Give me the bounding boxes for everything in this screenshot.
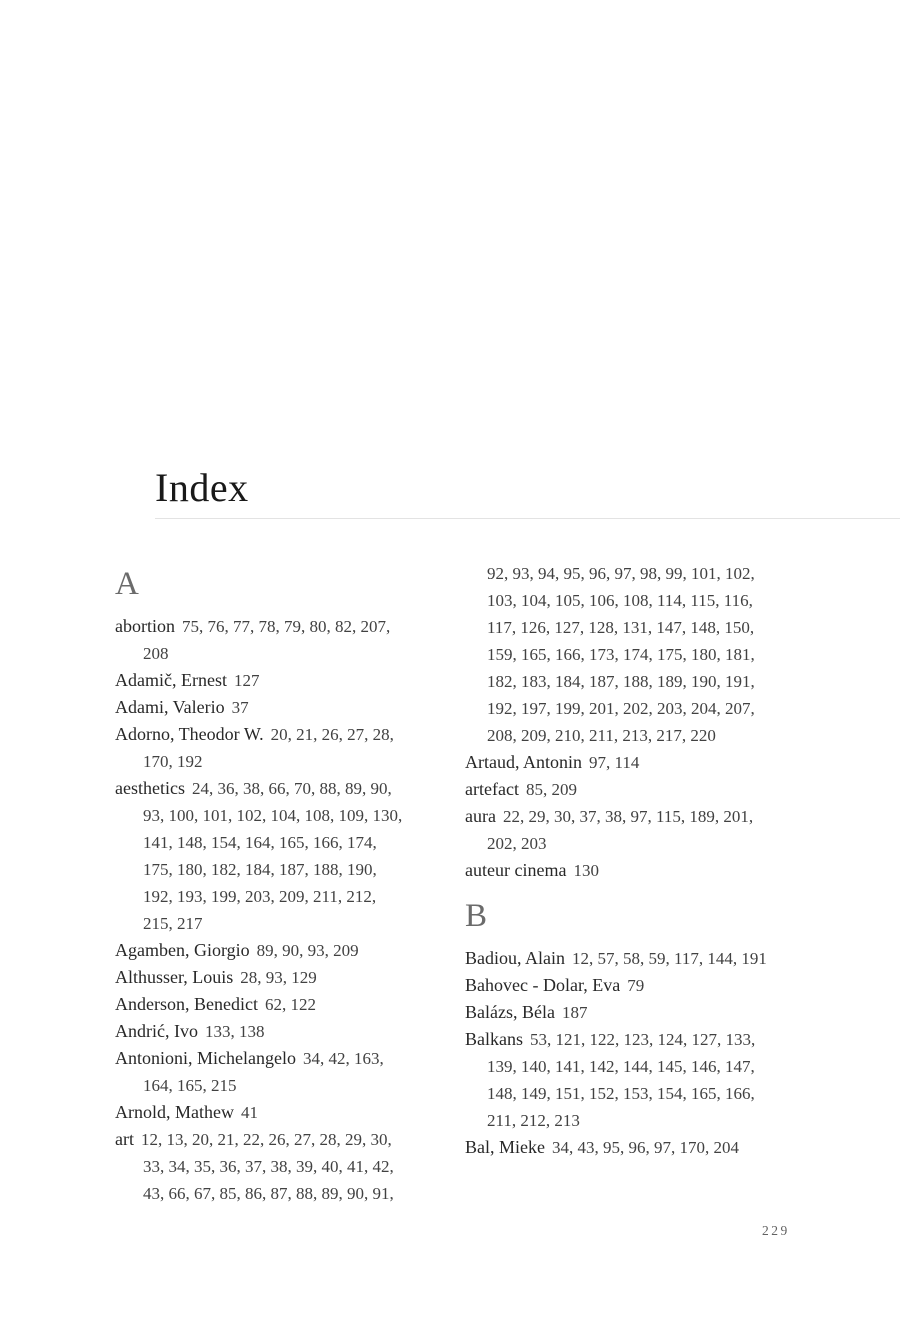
index-column-left <box>115 556 405 1207</box>
entry-term: Arnold, Mathew <box>115 1101 234 1122</box>
entry-term: Balázs, Béla <box>465 1001 555 1022</box>
index-entry <box>465 945 781 972</box>
entry-term: Althusser, Louis <box>115 966 234 987</box>
entry-page-numbers: 62, 122 <box>264 994 316 1014</box>
entry-term: Bahovec - Dolar, Eva <box>465 974 621 995</box>
entry-page-numbers: 85, 209 <box>525 780 577 799</box>
section-letter: B <box>465 898 488 934</box>
index-entry <box>115 964 405 991</box>
entry-term: aesthetics <box>115 777 185 798</box>
page-number: 229 <box>762 1223 790 1238</box>
entry-page-numbers: 37 <box>231 697 249 717</box>
index-entry <box>115 1018 405 1045</box>
entry-term: abortion <box>115 615 175 636</box>
index-entry-continuation <box>465 560 781 749</box>
entry-term: Adami, Valerio <box>115 696 225 717</box>
entry-page-numbers: 75, 76, 77, 78, 79, 80, 82, 207, 208 <box>143 616 391 663</box>
index-entry <box>465 776 781 803</box>
entry-page-numbers: 41 <box>240 1102 258 1122</box>
entry-term: Antonioni, Michelangelo <box>115 1047 296 1068</box>
index-entry <box>465 999 781 1026</box>
index-entry <box>115 937 405 964</box>
entry-page-numbers: 22, 29, 30, 37, 38, 97, 115, 189, 201, 202, 203 <box>487 807 754 853</box>
entry-page-numbers: 92, 93, 94, 95, 96, 97, 98, 99, 101, 102, 103, 104, 105, 106, 108, 114, 115, 116, 117, 126, 127, 128, 131, 147, 148, 150, 159, 165, 166, 173, 174, 175, 180, 181, 182, 183, 184, 187, 188, 189, 190, 191, 192, 197, 199, 201, 202, 203, 204, 207, 208, 209, 210, 211, 213, 217, 220 <box>487 564 755 745</box>
entry-page-numbers: 187 <box>561 1002 588 1022</box>
index-entry <box>465 857 781 884</box>
entry-page-numbers: 89, 90, 93, 209 <box>256 940 359 960</box>
index-entry <box>465 1026 781 1134</box>
index-entry <box>465 803 781 857</box>
title-divider-rule <box>155 518 900 519</box>
entry-page-numbers: 133, 138 <box>204 1021 265 1041</box>
entry-page-numbers: 130 <box>573 861 599 880</box>
entry-term: Balkans <box>465 1028 523 1049</box>
entry-term: Andrić, Ivo <box>115 1020 198 1041</box>
entry-term: Agamben, Giorgio <box>115 939 250 960</box>
entry-page-numbers: 34, 43, 95, 96, 97, 170, 204 <box>551 1137 739 1157</box>
entry-term: auteur cinema <box>465 860 567 880</box>
entry-page-numbers: 24, 36, 38, 66, 70, 88, 89, 90, 93, 100, 101, 102, 104, 108, 109, 130, 141, 148, 154, 164, 165, 166, 174, 175, 180, 182, 184, 187, 188, 190, 192, 193, 199, 203, 209, 211, 212, 215, 217 <box>143 778 403 933</box>
index-entry <box>115 1099 405 1126</box>
entry-term: Artaud, Antonin <box>465 752 582 772</box>
entry-term: Adamič, Ernest <box>115 669 227 690</box>
index-entry <box>115 991 405 1018</box>
index-entry <box>115 721 405 775</box>
entry-page-numbers: 79 <box>627 975 645 995</box>
index-entry <box>115 613 405 667</box>
entry-term: artefact <box>465 779 519 799</box>
entry-term: Bal, Mieke <box>465 1136 545 1157</box>
index-entry <box>115 1126 405 1207</box>
index-entry <box>465 749 781 776</box>
entry-page-numbers: 12, 57, 58, 59, 117, 144, 191 <box>572 948 767 968</box>
index-entry <box>115 775 405 937</box>
index-column-right <box>465 560 781 1161</box>
index-entry <box>115 667 405 694</box>
entry-term: aura <box>465 806 496 826</box>
entry-term: Anderson, Benedict <box>115 993 258 1014</box>
entry-term: art <box>115 1128 134 1149</box>
page-title: Index <box>155 465 249 510</box>
entry-page-numbers: 20, 21, 26, 27, 28, 170, 192 <box>143 724 394 771</box>
index-entry <box>465 972 781 999</box>
entry-page-numbers: 53, 121, 122, 123, 124, 127, 133, 139, 140, 141, 142, 144, 145, 146, 147, 148, 149, 151, 152, 153, 154, 165, 166, 211, 212, 213 <box>487 1029 756 1130</box>
entry-page-numbers: 127 <box>233 670 260 690</box>
entry-page-numbers: 97, 114 <box>589 753 640 772</box>
index-entry <box>115 1045 405 1099</box>
index-entry <box>465 1134 781 1161</box>
entry-page-numbers: 34, 42, 163, 164, 165, 215 <box>143 1048 384 1095</box>
entry-page-numbers: 28, 93, 129 <box>240 967 317 987</box>
entry-term: Badiou, Alain <box>465 947 565 968</box>
entry-term: Adorno, Theodor W. <box>115 723 264 744</box>
section-letter: A <box>115 566 139 602</box>
index-entry <box>115 694 405 721</box>
entry-page-numbers: 12, 13, 20, 21, 22, 26, 27, 28, 29, 30, 33, 34, 35, 36, 37, 38, 39, 40, 41, 42, 43, 66, 67, 85, 86, 87, 88, 89, 90, 91, <box>140 1129 394 1203</box>
